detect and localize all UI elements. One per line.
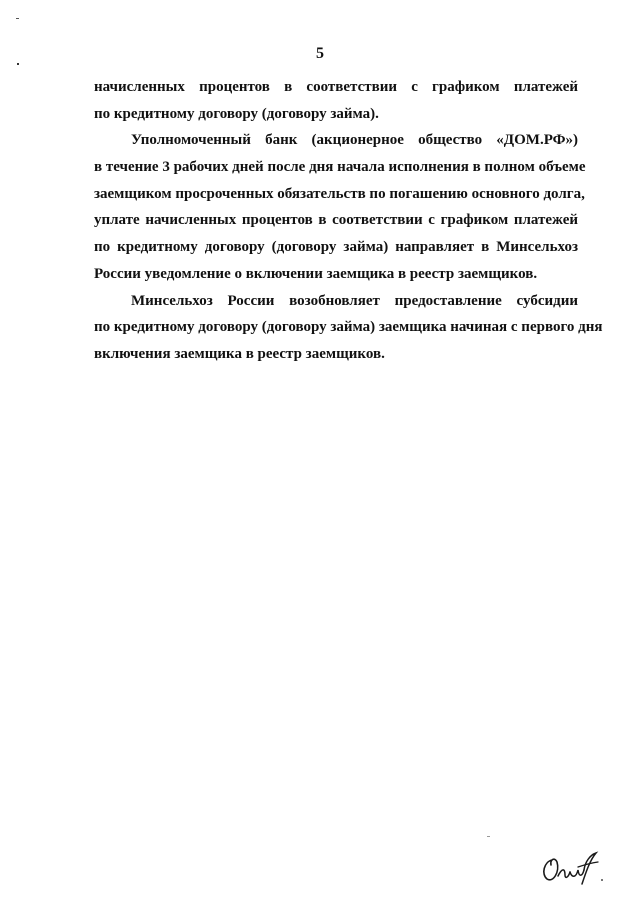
page-number: 5 bbox=[316, 45, 324, 62]
text-line: Уполномоченный банк (акционерное общество «ДОМ.РФ») bbox=[131, 132, 578, 149]
paragraph-1 bbox=[94, 74, 578, 127]
text-line: по кредитному договору (договору займа) заемщика начиная с первого дня bbox=[94, 319, 603, 336]
paragraph-3 bbox=[94, 288, 603, 368]
text-line: включения заемщика в реестр заемщиков. bbox=[94, 345, 385, 362]
scan-artifact bbox=[487, 836, 490, 837]
scan-artifact bbox=[16, 18, 19, 19]
text-line: России уведомление о включении заемщика в реестр заемщиков. bbox=[94, 265, 538, 282]
handwritten-signature bbox=[538, 850, 600, 886]
text-line: в течение 3 рабочих дней после дня начала исполнения в полном объеме bbox=[94, 159, 586, 176]
text-line: по кредитному договору (договору займа). bbox=[94, 105, 379, 122]
text-line: уплате начисленных процентов в соответствии с графиком платежей bbox=[94, 212, 578, 229]
scan-artifact bbox=[601, 879, 603, 881]
paragraph-2 bbox=[94, 127, 586, 287]
document-body bbox=[94, 74, 603, 368]
text-line: начисленных процентов в соответствии с графиком платежей bbox=[94, 79, 578, 95]
text-line: Минсельхоз России возобновляет предоставление субсидии bbox=[131, 292, 578, 309]
text-line: по кредитному договору (договору займа) направляет в Минсельхоз bbox=[94, 239, 578, 256]
text-line: заемщиком просроченных обязательств по погашению основного долга, bbox=[94, 185, 585, 202]
